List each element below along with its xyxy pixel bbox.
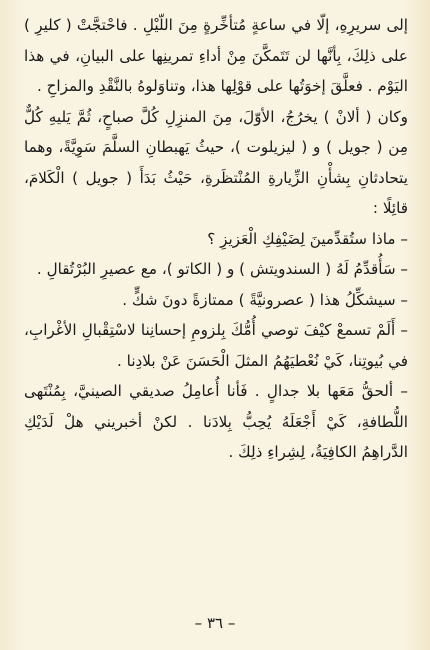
paragraph-1: إلى سريرِهِ، إلّا في ساعةٍ مُتأخِّرةٍ مِنَ اللّيْلِ . فاحْتجَّتْ ( كليرِ ) على ذلِكَ، بِأنَّها لن تَتَمكَّنَ مِنْ أداءِ تمرينِها على البيانِ، في هذا اليَوْم . فعلَّقَ إخوَتُها على قوْلِها هذا، وتناوَلوهُ بالنَّقْدِ والمزاحِ . — [24, 16, 408, 95]
dialogue-line-5: – ألحقُّ مَعَها بلا جدالٍ . فَأنا أُعامِلُ صديقي الصينيَّ، بِمُنْتَهى اللُّطافةِ، كَيْ أَجْعَلَهُ يُحِبُّ بِلادَنا . لكنْ أخبريني هلْ لَدَيْكِ الدَّراهِمُ الكافِيَةُ، لِشِراءِ ذلِكَ . — [24, 382, 408, 461]
page-number: – ٣٦ – — [194, 614, 236, 632]
dialogue-line-2: – سَأُقدِّمُ لَهُ ( السندويتش ) و ( الكاتو )، مع عصيرِ البُرْتُقالِ . — [36, 260, 408, 278]
dialogue-line-4: – أَلَمْ تسمعْ كيْفَ توصي أُمُّكَ بِلزومِ إحسانِنا لاسْتِقْبالِ الأغْرابِ، في بُيوتِنا، كَيْ نُعْطيَهُمُ المثلَ الْحَسَنَ عَنْ بلادِنا . — [24, 321, 408, 370]
dialogue-line-1: – ماذا ستُقدِّمينَ لِضَيْفِكِ الْعَزيزِ ؟ — [207, 229, 408, 248]
paragraph-2: وكان ( ألانْ ) يخرُجُ، الأوّلَ، مِنَ المنزِلِ كُلَّ صباحٍ، ثُمَّ يَليهِ كُلٌّ مِن ( جويل ) و ( ليزيلوت )، حيثُ يَهبطانِ السلَّمَ سَوِيَّةً، وهما يتحادثانِ بِشأْنِ الزِّيارةِ المُنْتظَرةِ، حَيْثُ بَدَأَ ( جويل ) الْكَلامَ، قائِلًا : — [24, 107, 408, 217]
dialogue-line-3: – سيشكِّلُ هذا ( عصرونيَّةً ) ممتازةً دونَ شكٍّ . — [122, 290, 408, 309]
body-text — [24, 10, 408, 468]
